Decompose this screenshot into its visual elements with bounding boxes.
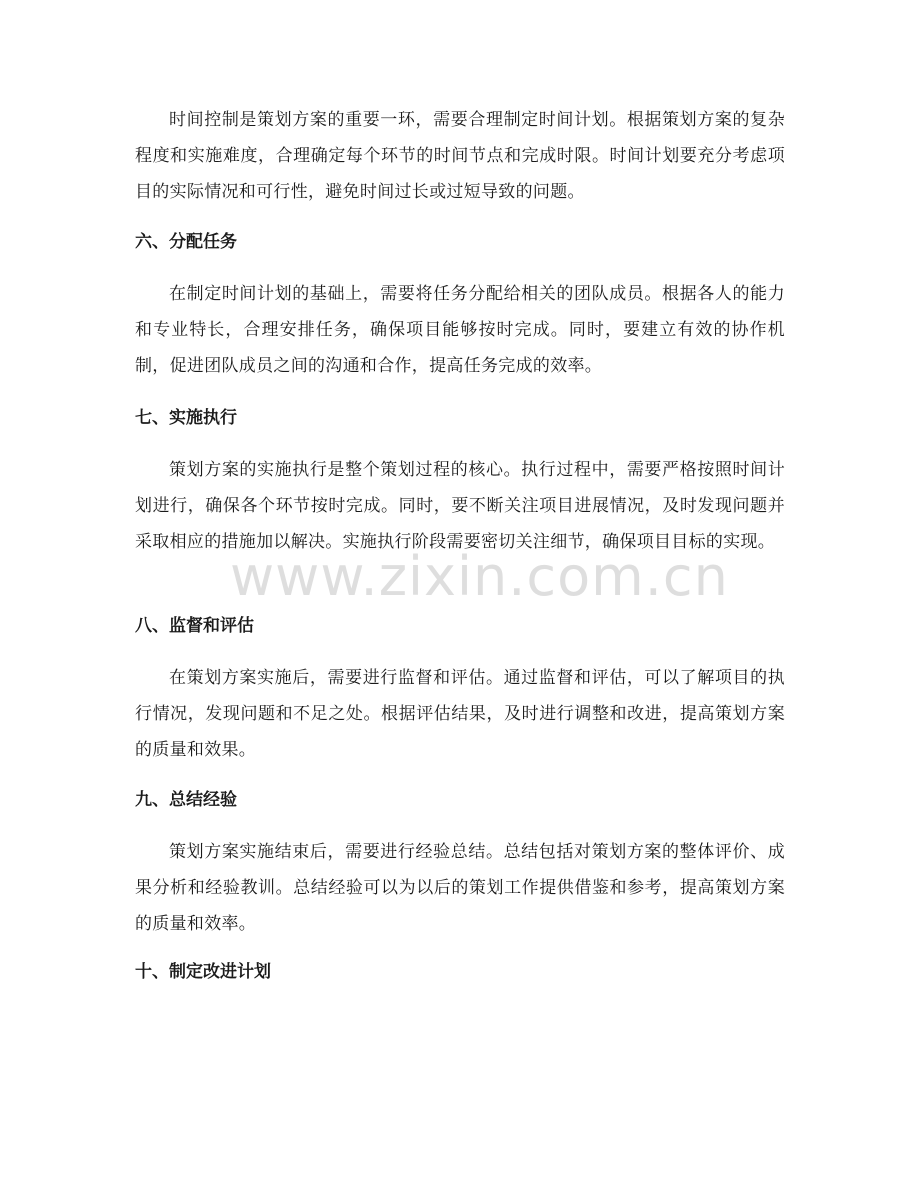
watermark: www.zixin.com.cn: [230, 545, 729, 608]
paragraph-time-control: [135, 102, 785, 210]
paragraph-supervision: [135, 660, 785, 768]
heading-text: 九、总结经验: [135, 790, 237, 810]
section-heading-10: [135, 958, 785, 986]
heading-text: 六、分配任务: [135, 232, 237, 252]
paragraph-text: 在制定时间计划的基础上，需要将任务分配给相关的团队成员。根据各人的能力和专业特长，合理安排任务，确保项目能够按时完成。同时，要建立有效的协作机制，促进团队成员之间的沟通和合作，提高任务完成的效率。: [135, 284, 785, 376]
section-heading-9: [135, 786, 785, 814]
paragraph-summary: [135, 834, 785, 942]
paragraph-assign-tasks: [135, 276, 785, 384]
paragraph-text: 在策划方案实施后，需要进行监督和评估。通过监督和评估，可以了解项目的执行情况，发现问题和不足之处。根据评估结果，及时进行调整和改进，提高策划方案的质量和效果。: [135, 668, 785, 760]
section-heading-8: [135, 612, 785, 640]
heading-text: 八、监督和评估: [135, 616, 254, 636]
heading-text: 七、实施执行: [135, 408, 237, 428]
paragraph-text: 策划方案的实施执行是整个策划过程的核心。执行过程中，需要严格按照时间计划进行，确保各个环节按时完成。同时，要不断关注项目进展情况，及时发现问题并采取相应的措施加以解决。实施执行阶段需要密切关注细节，确保项目目标的实现。: [135, 460, 785, 552]
section-heading-7: [135, 404, 785, 432]
heading-text: 十、制定改进计划: [135, 962, 271, 982]
section-heading-6: [135, 228, 785, 256]
paragraph-text: 策划方案实施结束后，需要进行经验总结。总结包括对策划方案的整体评价、成果分析和经验教训。总结经验可以为以后的策划工作提供借鉴和参考，提高策划方案的质量和效率。: [135, 842, 785, 934]
paragraph-text: 时间控制是策划方案的重要一环，需要合理制定时间计划。根据策划方案的复杂程度和实施难度，合理确定每个环节的时间节点和完成时限。时间计划要充分考虑项目的实际情况和可行性，避免时间过长或过短导致的问题。: [135, 110, 785, 202]
paragraph-execution: [135, 452, 785, 560]
